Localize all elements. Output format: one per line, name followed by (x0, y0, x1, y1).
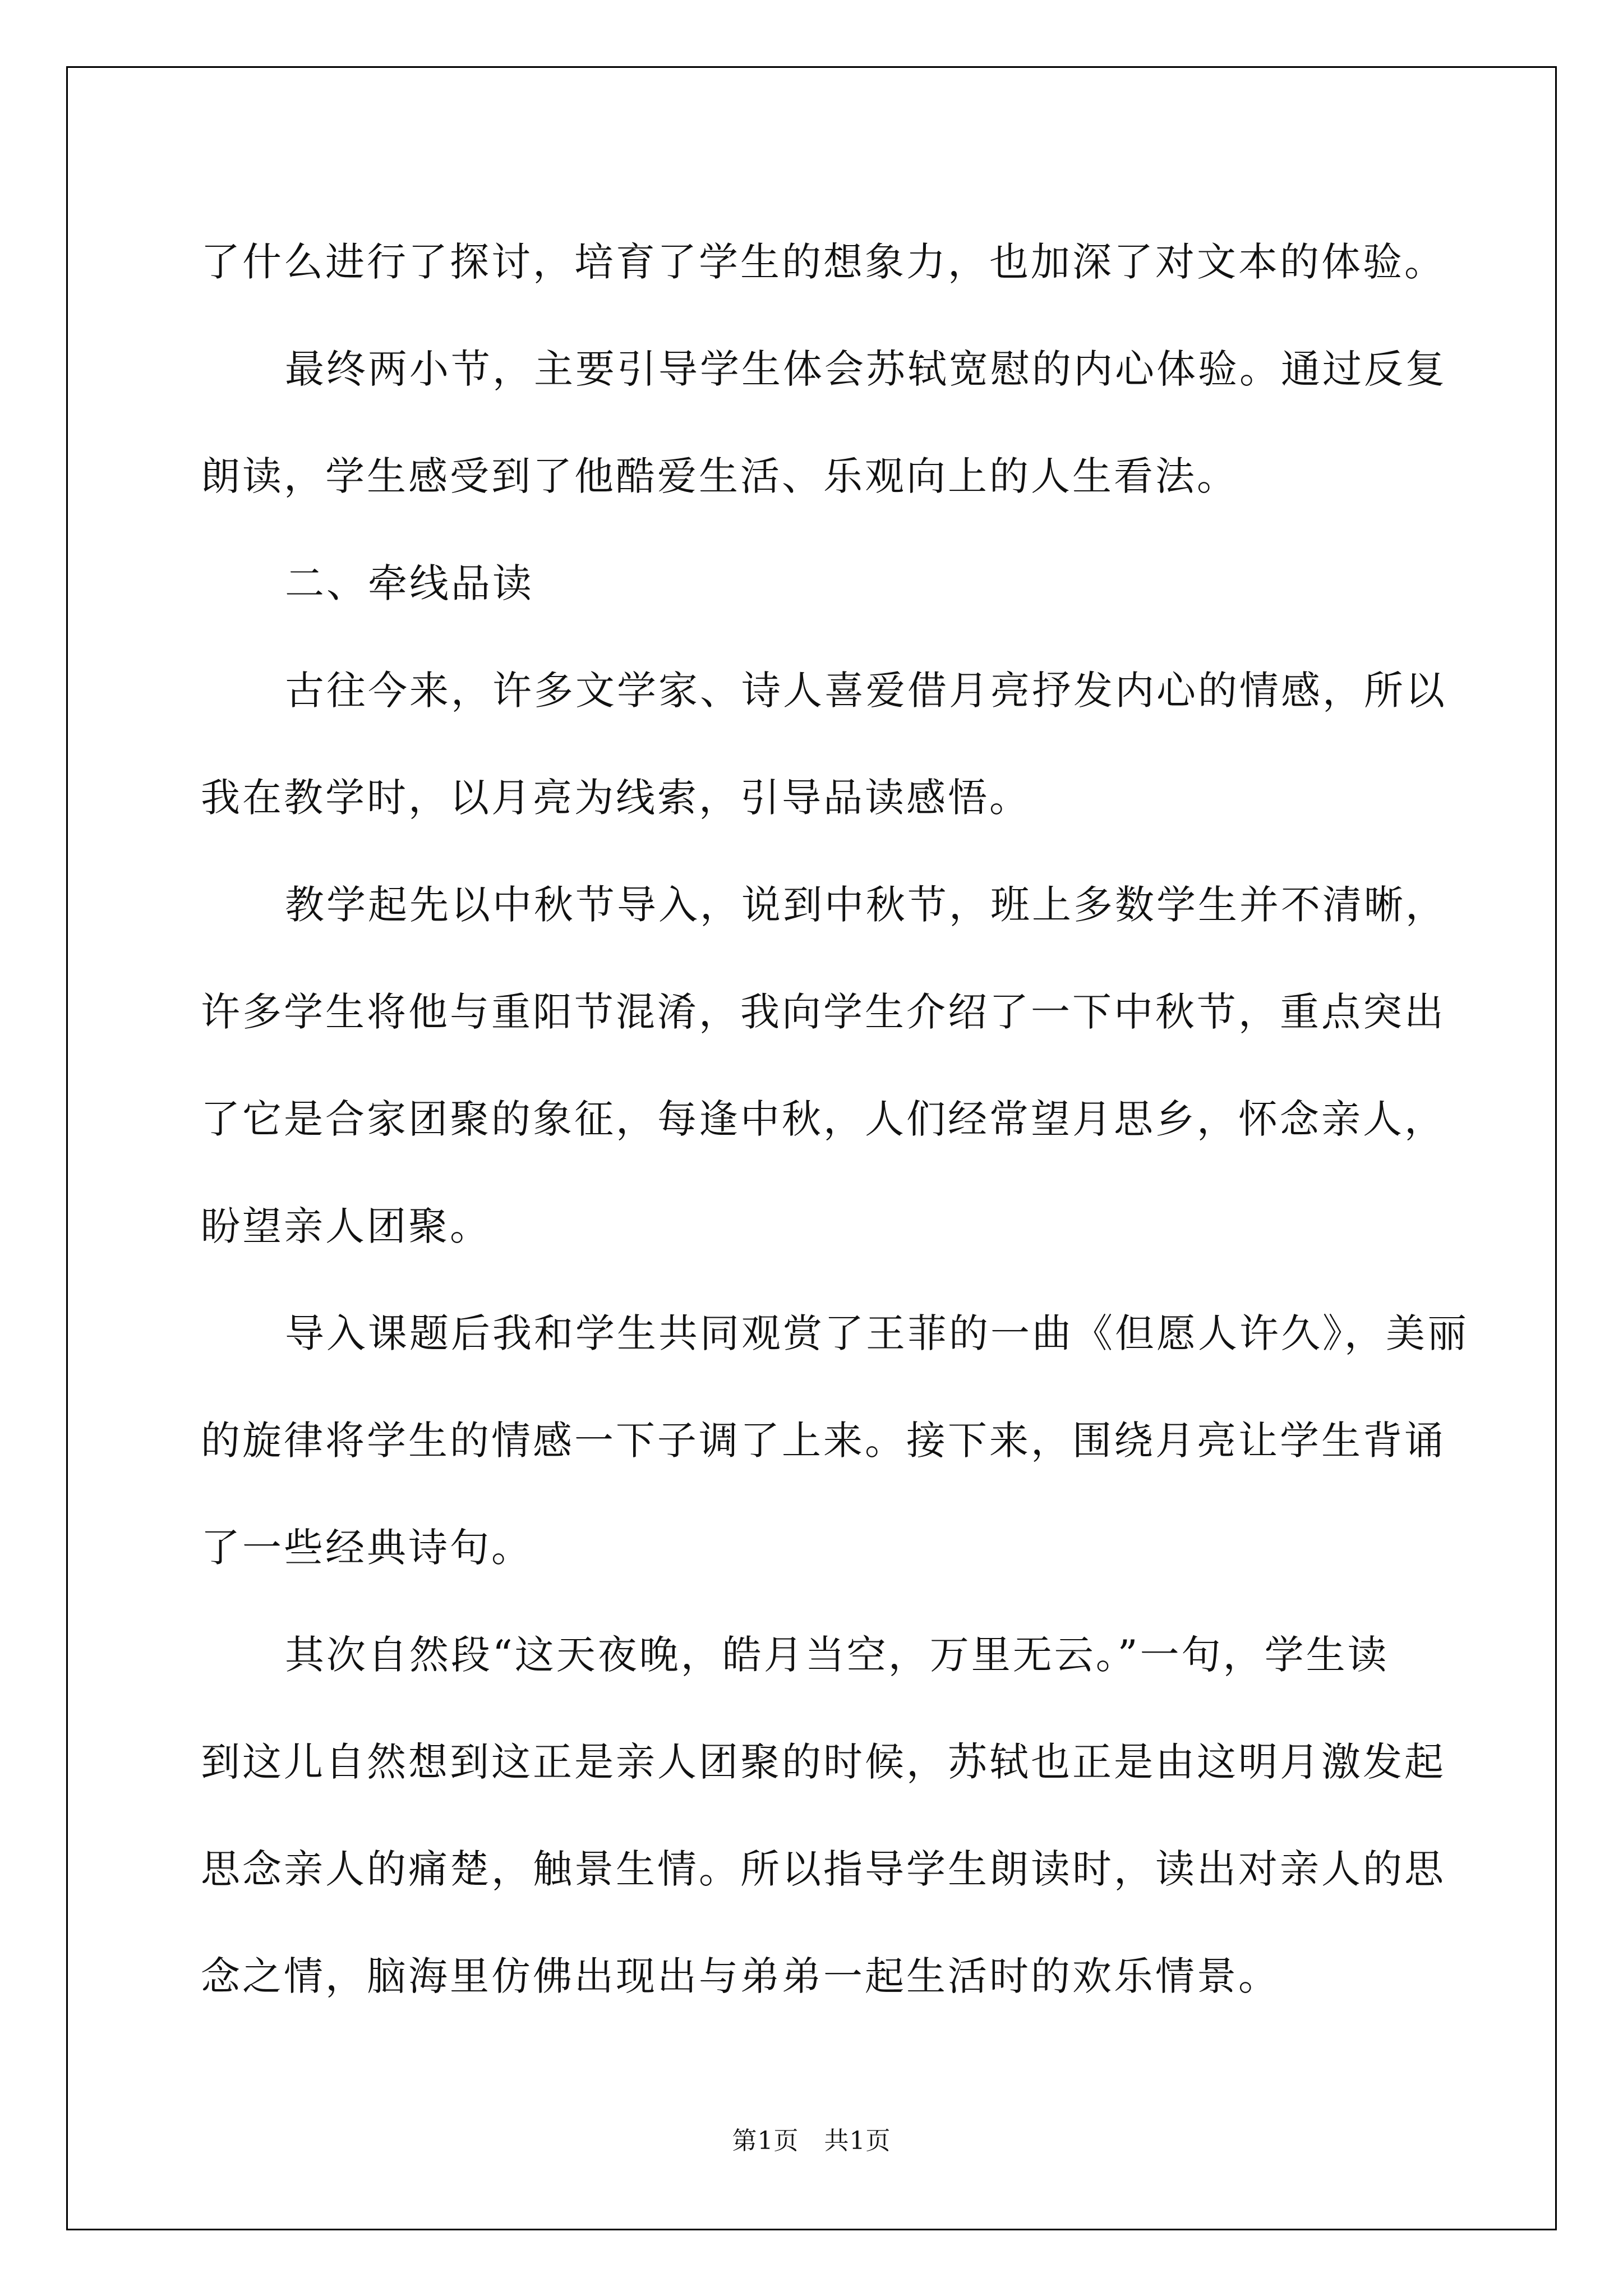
text-line-8: 许多学生将他与重阳节混淆，我向学生介绍了一下中秋节，重点突出 (201, 989, 1446, 1035)
text-line-5: 古往今来，许多文学家、诗人喜爱借月亮抒发内心的情感，所以 (285, 668, 1447, 714)
text-line-11: 导入课题后我和学生共同观赏了王菲的一曲《但愿人许久》，美丽 (285, 1310, 1469, 1356)
page-footer: 第1页 共1页 (732, 2127, 891, 2155)
text-line-17: 念之情，脑海里仿佛出现出与弟弟一起生活时的欢乐情景。 (201, 1953, 1280, 1999)
text-line-9: 了它是合家团聚的象征，每逢中秋，人们经常望月思乡，怀念亲人， (201, 1096, 1446, 1142)
text-line-2: 最终两小节，主要引导学生体会苏轼宽慰的内心体验。通过反复 (285, 346, 1447, 392)
text-line-12: 的旋律将学生的情感一下子调了上来。接下来，围绕月亮让学生背诵 (201, 1418, 1446, 1464)
document-body (201, 209, 1469, 2030)
text-line-6: 我在教学时，以月亮为线索，引导品读感悟。 (201, 775, 1031, 821)
text-line-15: 到这儿自然想到这正是亲人团聚的时候，苏轼也正是由这明月激发起 (201, 1739, 1446, 1785)
text-line-14: 其次自然段“这天夜晚，皓月当空，万里无云。”一句，学生读 (285, 1632, 1389, 1678)
text-line-10: 盼望亲人团聚。 (201, 1203, 491, 1249)
text-line-7: 教学起先以中秋节导入，说到中秋节，班上多数学生并不清晰， (285, 882, 1447, 928)
text-line-1: 了什么进行了探讨，培育了学生的想象力，也加深了对文本的体验。 (201, 239, 1446, 285)
text-line-3: 朗读，学生感受到了他酷爱生活、乐观向上的人生看法。 (201, 453, 1238, 499)
text-line-13: 了一些经典诗句。 (201, 1525, 533, 1571)
text-line-16: 思念亲人的痛楚，触景生情。所以指导学生朗读时，读出对亲人的思 (201, 1846, 1446, 1892)
section-heading: 二、牵线品读 (285, 560, 534, 606)
